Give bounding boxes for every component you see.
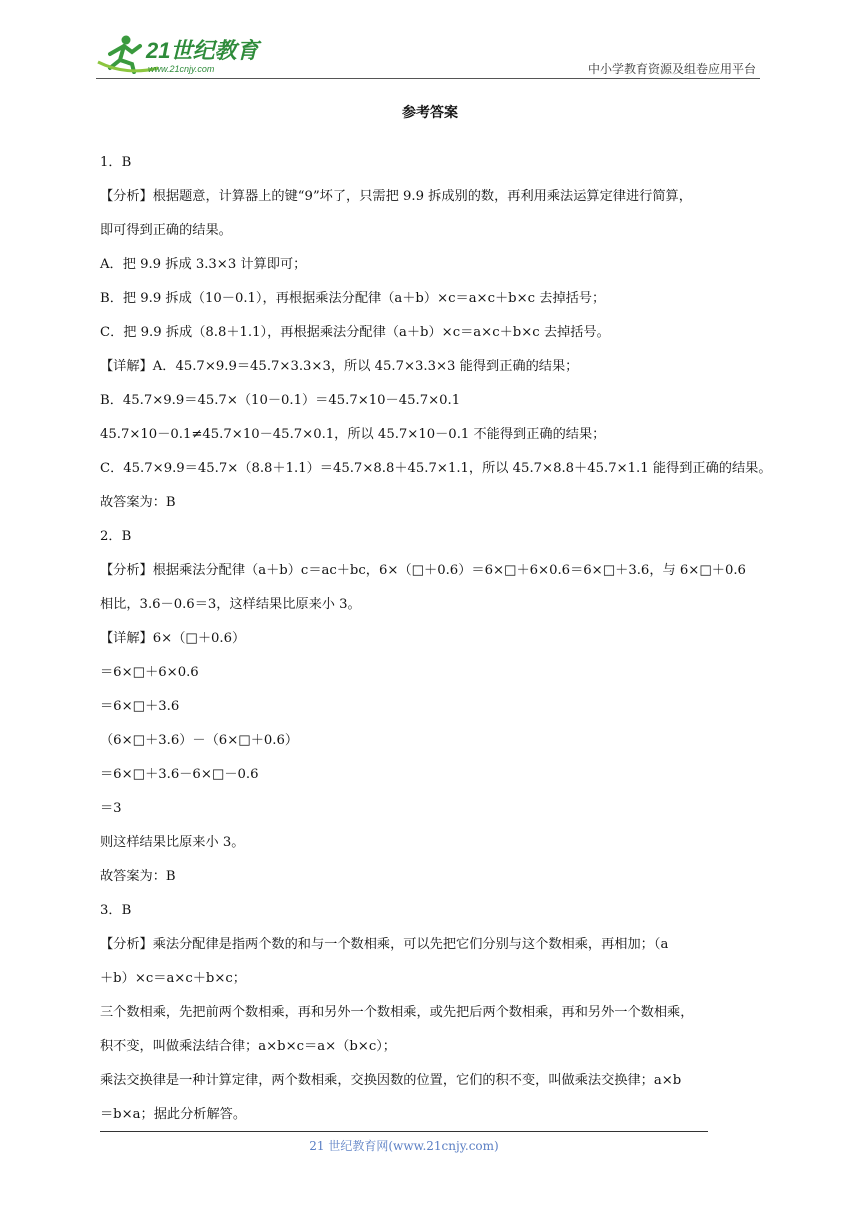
text-line: ＝6×□＋3.6－6×□－0.6 (100, 767, 259, 782)
text-line: 故答案为：B (100, 869, 176, 884)
text-line: 【详解】A．45.7×9.9＝45.7×3.3×3，所以 45.7×3.3×3 能得到正确的结果； (100, 359, 579, 374)
footer-divider (100, 1131, 708, 1132)
page-title: 参考答案 (402, 105, 458, 121)
text-line: ＋b）×c＝a×c＋b×c； (100, 971, 246, 986)
text-line: 【分析】根据乘法分配律（a＋b）c＝ac＋bc，6×（□＋0.6）＝6×□＋6×0.6＝6×□＋3.6，与 6×□＋0.6 (100, 563, 746, 578)
logo (96, 32, 266, 76)
text-line: ＝3 (100, 801, 122, 816)
text-line: C．45.7×9.9＝45.7×（8.8＋1.1）＝45.7×8.8＋45.7×1.1，所以 45.7×8.8＋45.7×1.1 能得到正确的结果。 (100, 461, 772, 476)
text-line: ＝b×a；据此分析解答。 (100, 1107, 247, 1122)
text-line: 相比，3.6－0.6＝3，这样结果比原来小 3。 (100, 597, 361, 612)
text-line: 故答案为：B (100, 495, 176, 510)
text-line: 【分析】乘法分配律是指两个数的和与一个数相乘，可以先把它们分别与这个数相乘，再相加；（a (100, 937, 669, 952)
text-line: 积不变，叫做乘法结合律；a×b×c＝a×（b×c）； (100, 1039, 396, 1054)
page-footer: 21 世纪教育网(www.21cnjy.com) (309, 1139, 499, 1153)
text-line: ＝6×□＋6×0.6 (100, 665, 199, 680)
text-line: 【详解】6×（□＋0.6） (100, 631, 246, 646)
header-divider (96, 78, 760, 79)
text-line: 乘法交换律是一种计算定律，两个数相乘，交换因数的位置，它们的积不变，叫做乘法交换律；a×b (100, 1073, 682, 1088)
text-line: （6×□＋3.6）－（6×□＋0.6） (100, 733, 299, 748)
text-line: 【分析】根据题意，计算器上的键“9”坏了，只需把 9.9 拆成别的数，再利用乘法运算定律进行简算， (100, 189, 692, 204)
page-header (96, 32, 760, 80)
text-line: 三个数相乘，先把前两个数相乘，再和另外一个数相乘，或先把后两个数相乘，再和另外一个数相乘， (100, 1005, 694, 1020)
header-platform-text: 中小学教育资源及组卷应用平台 (587, 62, 756, 76)
text-line: B．把 9.9 拆成（10－0.1），再根据乘法分配律（a＋b）×c＝a×c＋b×c 去掉括号； (100, 291, 606, 306)
text-line: A．把 9.9 拆成 3.3×3 计算即可； (100, 257, 307, 272)
text-line: 3．B (100, 903, 132, 918)
text-line: B．45.7×9.9＝45.7×（10－0.1）＝45.7×10－45.7×0.1 (100, 393, 461, 408)
text-line: 即可得到正确的结果。 (100, 223, 232, 238)
logo-url: www.21cnjy.com (148, 64, 215, 74)
text-line: 2．B (100, 529, 132, 544)
text-line: C．把 9.9 拆成（8.8＋1.1），再根据乘法分配律（a＋b）×c＝a×c＋b×c 去掉括号。 (100, 325, 610, 340)
text-line: 则这样结果比原来小 3。 (100, 835, 245, 850)
text-line: 45.7×10－0.1≠45.7×10－45.7×0.1，所以 45.7×10－0.1 不能得到正确的结果； (100, 427, 606, 442)
logo-text: 21世纪教育 (146, 38, 259, 63)
text-line: 1．B (100, 155, 132, 170)
answer-content (100, 146, 772, 1132)
text-line: ＝6×□＋3.6 (100, 699, 180, 714)
